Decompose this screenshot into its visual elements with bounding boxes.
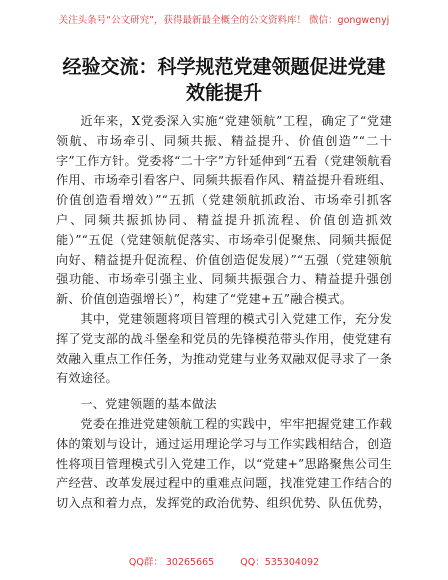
paragraph: 其中，党建领题将项目管理的模式引入党建工作，充分发挥了党支部的战斗堡垒和党员的先锋模范带头作用，使党建有效融入重点工作任务，为推动党建与业务双融双促寻求了一条有效途径。 <box>56 311 392 386</box>
document-title: 经验交流：科学规范党建领题促进党建效能提升 <box>62 56 386 104</box>
section-heading: 一、党建领题的基本做法 <box>80 397 217 412</box>
footer-qq: QQ：535304092 <box>240 557 320 568</box>
document-body <box>56 112 392 514</box>
footer-banner <box>0 554 448 568</box>
paragraph: 党委在推进党建领航工程的实践中，牢牢把握党建工作载体的策划与设计，通过运用理论学习与工作实践相结合，创造性将项目管理模式引入党建工作，以“党建+”思路聚焦公司生产经营、改革发展过程中的重难点问题，找准党建工作结合的切入点和着力点，发挥党的政治优势、组织优势、队伍优势， <box>56 416 392 511</box>
paragraph: 近年来，X党委深入实施“党建领航”工程，确定了“党建领航、市场牵引、同频共振、精益提升、价值创造”“二十字”工作方针。党委将“二十字”方针延伸到“五看（党建领航看作用、市场牵引看客户、同频共振看作风、精益提升看班组、价值创造看增效）”“五抓（党建领航抓政治、市场牵引抓客户、同频共振抓协同、精益提升抓流程、价值创造抓效能）”“五促（党建领航促落实、市场牵引促聚焦、同频共振促向好、精益提升促流程、价值创造促发展）”“五强（党建领航强功能、市场牵引强主业、同频共振强合力、精益提升强创新、价值创造强增长）”，构建了“党建+五”融合模式。 <box>56 114 392 307</box>
footer-qq-group: QQ群： 30265665 <box>128 557 215 568</box>
header-banner: 关注头条号“公文研究”，获得最新最全概全的公文资料库！ 微信：gongwenyj <box>58 15 390 26</box>
